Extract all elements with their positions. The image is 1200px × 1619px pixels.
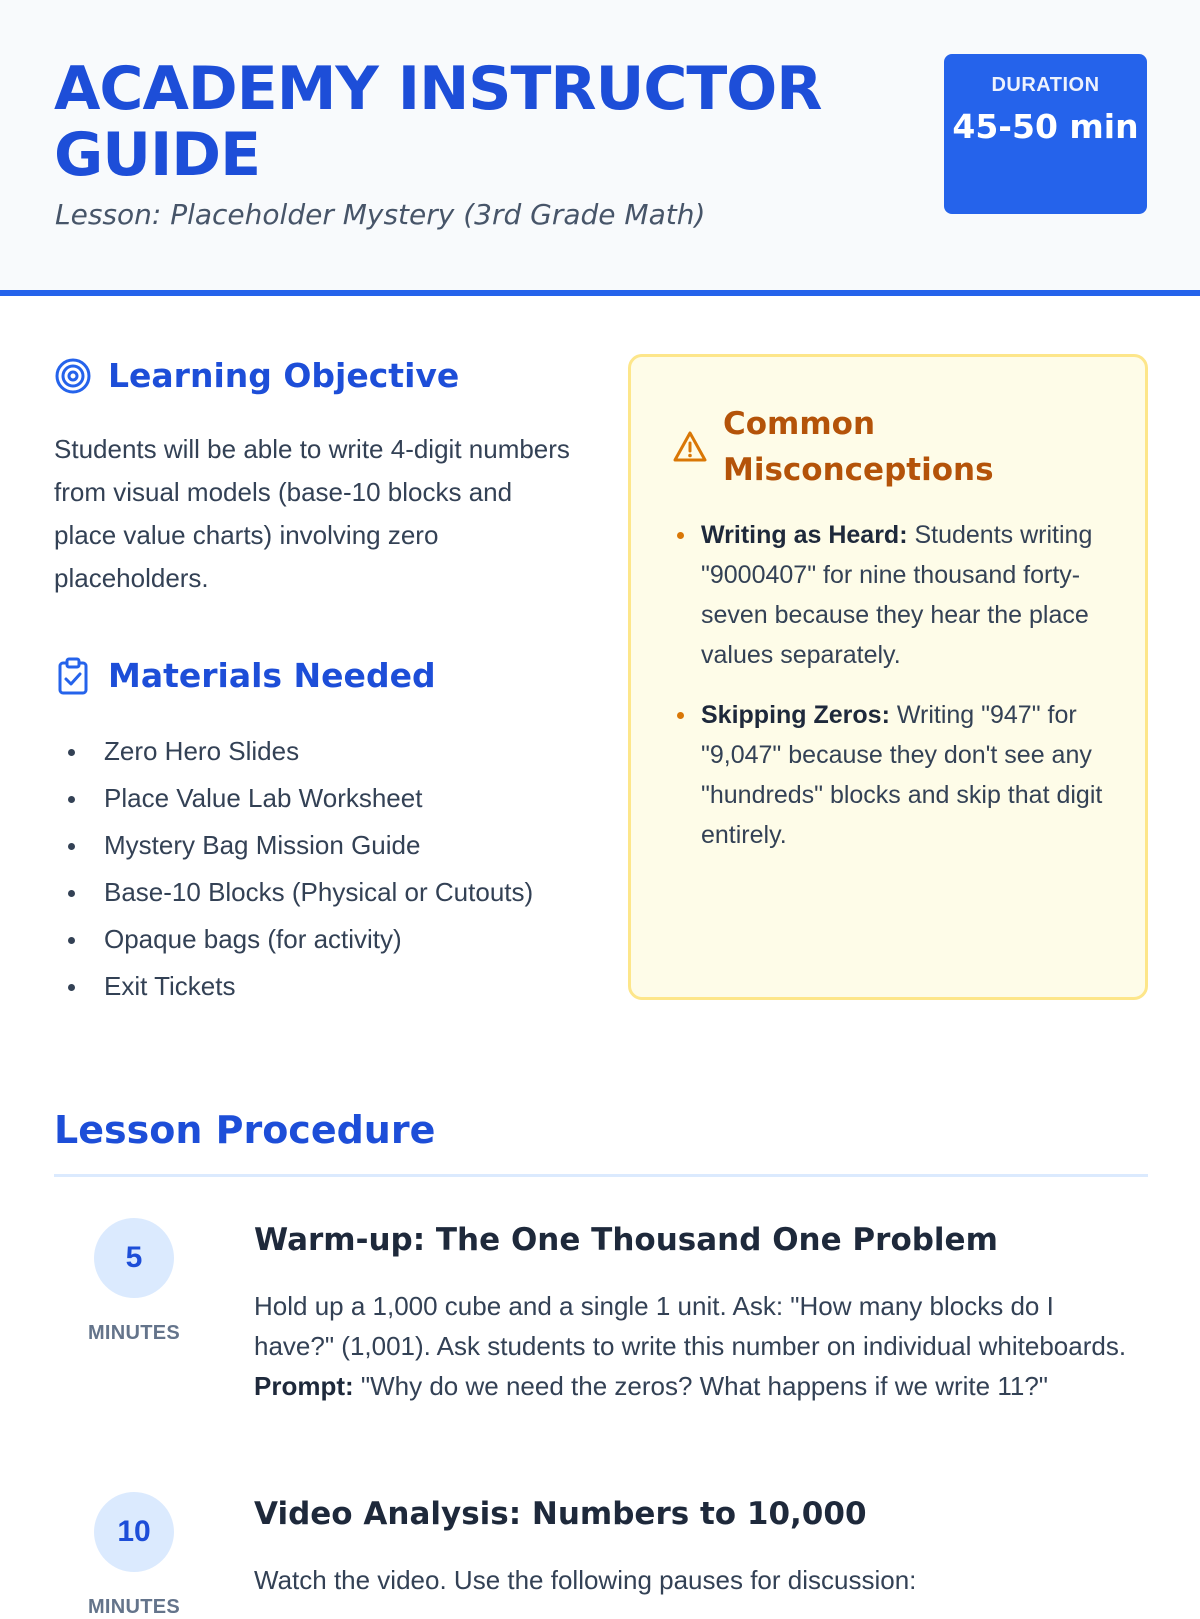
misconceptions-heading: Common Misconceptions [723,406,994,488]
materials-item: Place Value Lab Worksheet [54,775,594,822]
misconception-label: Skipping Zeros: [701,701,890,729]
misconception-text: Writing "947" for "9,047" because they don't see any "hundreds" blocks and skip that digit entirely. [701,701,1103,849]
misconceptions-card [628,354,1148,1000]
procedure-heading: Lesson Procedure [54,1108,436,1152]
procedure-step [54,1492,1154,1618]
materials-item: Exit Tickets [54,963,594,1010]
step-description [254,1560,1134,1600]
step-text: "Why do we need the zeros? What happens if we write 11?" [353,1371,1049,1401]
target-icon [54,357,92,395]
step-title: Video Analysis: Numbers to 10,000 [254,1496,867,1532]
procedure-divider [54,1174,1148,1177]
materials-item: Mystery Bag Mission Guide [54,822,594,869]
materials-list [54,728,594,1010]
step-minutes-badge: 5 [94,1218,174,1298]
procedure-step [54,1218,1154,1438]
warning-triangle-icon [671,428,709,466]
materials-item: Zero Hero Slides [54,728,594,775]
duration-label: DURATION [991,74,1100,96]
misconception-text: Students writing "9000407" for nine thousand forty-seven because they hear the place values separately. [701,521,1093,669]
materials-item: Opaque bags (for activity) [54,916,594,963]
misconception-item [673,695,1113,855]
step-prompt-label: Prompt: [254,1371,354,1401]
step-title: Warm-up: The One Thousand One Problem [254,1222,998,1258]
page-header [0,0,1200,296]
misconception-label: Writing as Heard: [701,521,908,549]
step-minutes-unit: MINUTES [87,1322,181,1344]
step-text: Watch the video. Use the following pauses for discussion: [254,1565,917,1595]
duration-badge [944,54,1147,214]
page-title: ACADEMY INSTRUCTOR GUIDE [54,54,822,190]
materials-heading-row [54,656,436,695]
clipboard-check-icon [54,657,92,695]
step-text: Hold up a 1,000 cube and a single 1 unit. Ask: "How many blocks do I have?" (1,001). Ask students to write this number on individual whiteboards. [254,1291,1127,1361]
objective-text: Students will be able to write 4-digit numbers from visual models (base-10 blocks and place value charts) involving zero placeholders. [54,434,570,593]
duration-value: 45-50 min [952,107,1139,146]
objective-heading: Learning Objective [108,356,460,395]
misconceptions-list [673,515,1113,875]
materials-item: Base-10 Blocks (Physical or Cutouts) [54,869,594,916]
objective-heading-row [54,356,459,395]
misconceptions-heading-row [671,401,1023,493]
lesson-subtitle: Lesson: Placeholder Mystery (3rd Grade Math) [55,198,706,231]
step-minutes-unit: MINUTES [87,1596,181,1618]
step-description [254,1286,1134,1406]
materials-heading: Materials Needed [108,656,436,695]
step-minutes-badge: 10 [94,1492,174,1572]
misconception-item [673,515,1113,675]
